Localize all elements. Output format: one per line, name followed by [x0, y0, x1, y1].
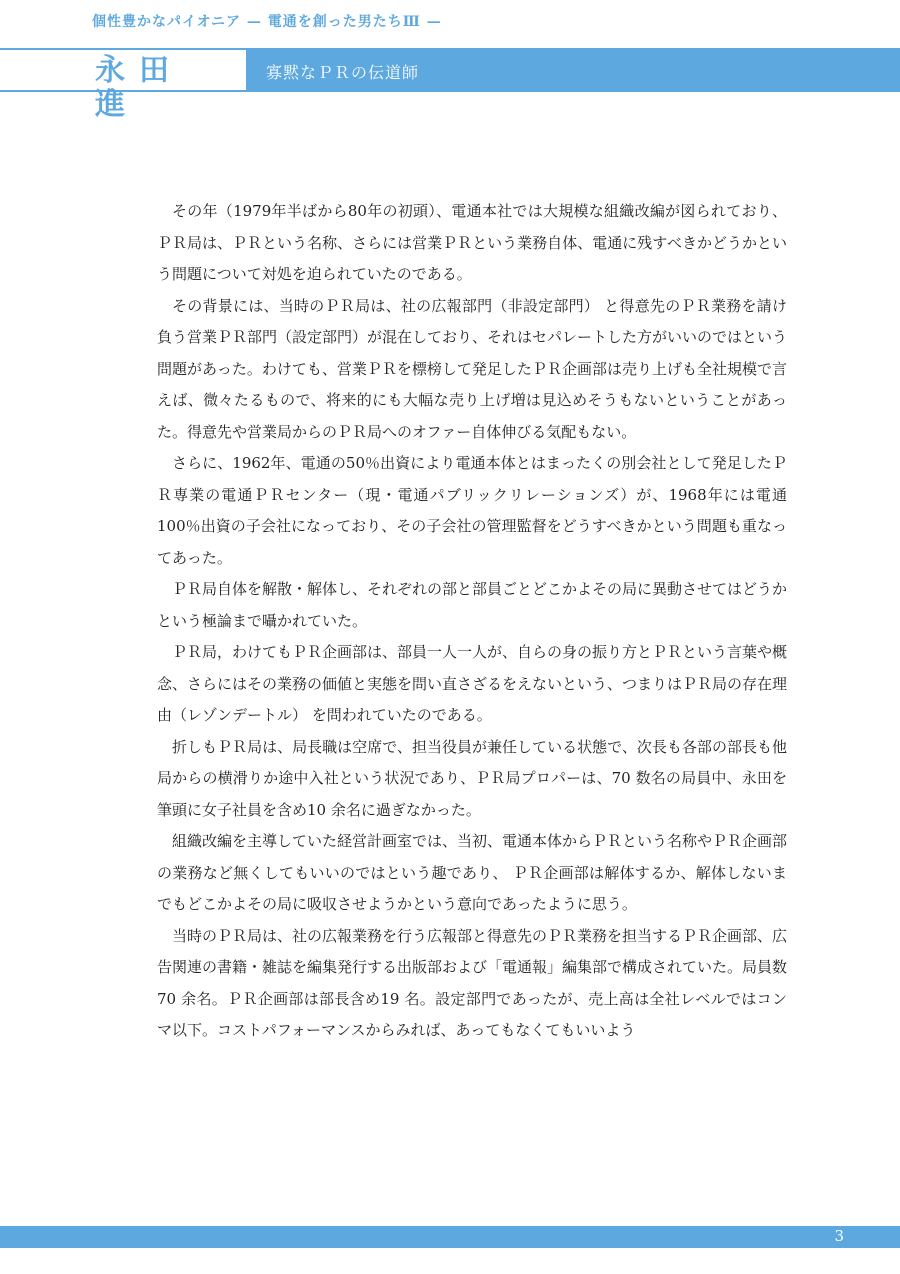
paragraph: ＰＲ局，わけてもＰＲ企画部は、部員一人一人が、自らの身の振り方とＰＲという言葉や概念、さらにはその業務の価値と実態を問い直さざるをえないという、つまりはＰＲ局の存在理由（レゾンデートル） を問われていたのである。: [157, 643, 788, 724]
paragraph: その背景には、当時のＰＲ局は、社の広報部門（非設定部門） と得意先のＰＲ業務を請け負う営業ＰＲ部門（設定部門）が混在しており、それはセパレートした方がいいのではという問題があった。わけても、営業ＰＲを標榜して発足したＰＲ企画部は売り上げも全社規模で言えば、微々たるもので、将来的にも大幅な売り上げ増は見込めそうもないということがあった。得意先や営業局からのＰＲ局へのオファー自体伸びる気配もない。: [157, 296, 788, 441]
page-number: 3: [834, 1227, 844, 1245]
paragraph: 当時のＰＲ局は、社の広報業務を行う広報部と得意先のＰＲ業務を担当するＰＲ企画部、広告関連の書籍・雑誌を編集発行する出版部および「電通報」編集部で構成されていた。局員数 70 余名。ＰＲ企画部は部長含め19 名。設定部門であったが、売上高は全社レベルではコンマ以下。コストパフォーマンスからみれば、あってもなくてもいいよう: [157, 926, 788, 1039]
chapter-subtitle: 寡黙なＰＲの伝道師: [266, 63, 420, 82]
series-title: 個性豊かなパイオニア — 電通を創った男たちⅢ —: [92, 14, 442, 30]
name-box: [0, 48, 246, 122]
paragraph: さらに、1962年、電通の50％出資により電通本体とはまったくの別会社として発足したＰＲ専業の電通ＰＲセンター（現・電通パブリックリレーションズ）が、1968年には電通 100％出資の子会社になっており、その子会社の管理監督をどうすべきかという問題も重なってあった。: [157, 454, 787, 567]
paragraph: ＰＲ局自体を解散・解体し、それぞれの部と部員ごとどこかよその局に異動させてはどうかという極論まで囁かれていた。: [157, 580, 788, 630]
body-text: [157, 196, 787, 1047]
paragraph: 組織改編を主導していた経営計画室では、当初、電通本体からＰＲという名称やＰＲ企画部の業務など無くしてもいいのではという趣であり、 ＰＲ企画部は解体するか、解体しないまでもどこかよその局に吸収させようかという意向であったように思う。: [157, 832, 788, 913]
header-bar: [0, 48, 900, 122]
paragraph: その年（1979年半ばから80年の初頭）、電通本社では大規模な組織改編が図られており、ＰＲ局は、ＰＲという名称、さらには営業ＰＲという業務自体、電通に残すべきかどうかという問題について対処を迫られていたのである。: [157, 202, 787, 283]
footer-bar: [0, 1226, 900, 1248]
subtitle-bar: [246, 48, 900, 92]
paragraph: 折しもＰＲ局は、局長職は空席で、担当役員が兼任している状態で、次長も各部の部長も他局からの横滑りか途中入社という状況であり、ＰＲ局プロパーは、70 数名の局員中、永田を筆頭に女子社員を含め10 余名に過ぎなかった。: [157, 737, 787, 819]
person-name: 永田 進: [95, 53, 227, 122]
